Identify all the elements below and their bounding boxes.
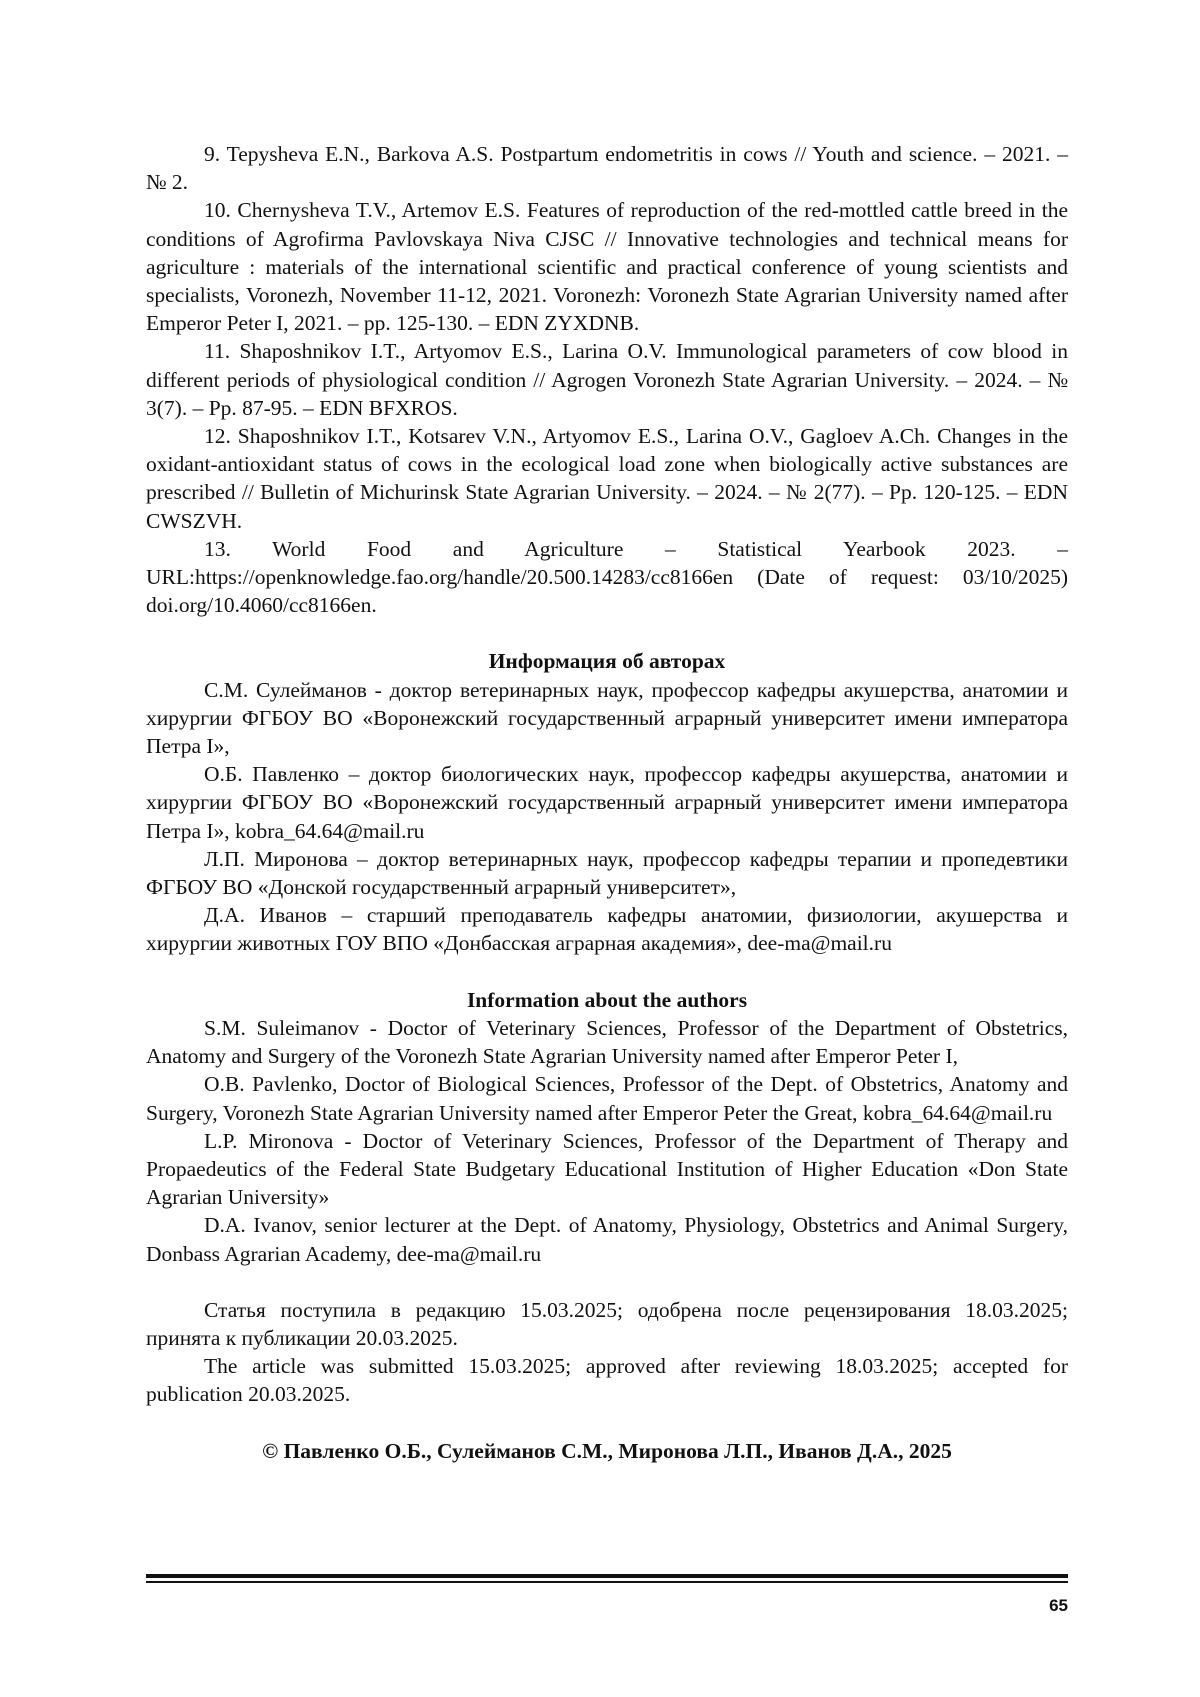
authors-heading-ru: Информация об авторах bbox=[488, 649, 726, 674]
copyright-line: © Павленко О.Б., Сулейманов С.М., Миронова Л.П., Иванов Д.А., 2025 bbox=[262, 1438, 952, 1463]
submission-info bbox=[146, 1296, 1068, 1409]
page-content bbox=[146, 140, 1068, 1465]
authors-heading-en: Information about the authors bbox=[466, 987, 748, 1012]
section-gap bbox=[146, 1409, 1068, 1437]
footer-rule-thick bbox=[146, 1574, 1068, 1578]
submission-dates-ru: Статья поступила в редакцию 15.03.2025; одобрена после рецензирования 18.03.2025; принята к публикации 20.03.2025. bbox=[146, 1297, 1068, 1350]
authors-info-ru bbox=[146, 647, 1068, 957]
section-gap bbox=[146, 1268, 1068, 1296]
submission-dates-en: The article was submitted 15.03.2025; approved after reviewing 18.03.2025; accepted for publication 20.03.2025. bbox=[146, 1354, 1068, 1407]
author-item-ru: О.Б. Павленко – доктор биологических наук, профессор кафедры акушерства, анатомии и хирургии ФГБОУ ВО «Воронежский государственный аграрный университет имени императора Петра I», kobra_64.64@mail.ru bbox=[146, 762, 1068, 843]
reference-item: 13. World Food and Agriculture – Statistical Yearbook 2023. – URL:https://openknowledge.fao.org/handle/20.500.14283/cc8166en (Date of request: 03/10/2025) doi.org/10.4060/cc8166en. bbox=[146, 536, 1068, 618]
author-item-en: S.M. Suleimanov - Doctor of Veterinary Sciences, Professor of the Department of Obstetrics, Anatomy and Surgery of the Voronezh State Agrarian University named after Emperor Peter I, bbox=[146, 1015, 1068, 1069]
reference-item: 12. Shaposhnikov I.T., Kotsarev V.N., Artyomov E.S., Larina O.V., Gagloev A.Ch. Changes in the oxidant-antioxidant status of cows in the ecological load zone when biologically active substances are prescribed // Bulletin of Michurinsk State Agrarian University. – 2024. – № 2(77). – Pp. 120-125. – EDN CWSZVH. bbox=[146, 424, 1068, 533]
footer-rule-thin bbox=[146, 1581, 1068, 1583]
section-gap bbox=[146, 958, 1068, 986]
references-list bbox=[146, 140, 1068, 619]
page-number: 65 bbox=[1049, 1596, 1068, 1615]
author-item-ru: С.М. Сулейманов - доктор ветеринарных наук, профессор кафедры акушерства, анатомии и хирургии ФГБОУ ВО «Воронежский государственный аграрный университет имени императора Петра I», bbox=[146, 677, 1068, 759]
reference-item: 10. Chernysheva T.V., Artemov E.S. Features of reproduction of the red-mottled cattle breed in the conditions of Agrofirma Pavlovskaya Niva CJSC // Innovative technologies and technical means for agriculture : materials of the international scientific and practical conference of young scientists and specialists, Voronezh, November 11-12, 2021. Voronezh: Voronezh State Agrarian University named after Emperor Peter I, 2021. – pp. 125-130. – EDN ZYXDNB. bbox=[146, 198, 1068, 336]
section-gap bbox=[146, 619, 1068, 647]
author-item-en: O.B. Pavlenko, Doctor of Biological Sciences, Professor of the Dept. of Obstetrics, Anatomy and Surgery, Voronezh State Agrarian University named after Emperor Peter the Great, kobra_64.64@mail.ru bbox=[146, 1072, 1068, 1125]
author-item-en: L.P. Mironova - Doctor of Veterinary Sciences, Professor of the Department of Therapy and Propaedeutics of the Federal State Budgetary Educational Institution of Higher Education «Don State Agrarian University» bbox=[146, 1128, 1068, 1210]
authors-info-en bbox=[146, 986, 1068, 1268]
author-item-ru: Л.П. Миронова – доктор ветеринарных наук, профессор кафедры терапии и пропедевтики ФГБОУ ВО «Донской государственный аграрный университет», bbox=[146, 846, 1068, 900]
author-item-ru: Д.А. Иванов – старший преподаватель кафедры анатомии, физиологии, акушерства и хирургии животных ГОУ ВПО «Донбасская аграрная академия», dee-ma@mail.ru bbox=[146, 903, 1068, 956]
author-item-en: D.A. Ivanov, senior lecturer at the Dept. of Anatomy, Physiology, Obstetrics and Animal Surgery, Donbass Agrarian Academy, dee-ma@mail.ru bbox=[146, 1213, 1068, 1266]
reference-item: 9. Tepysheva E.N., Barkova A.S. Postpartum endometritis in cows // Youth and science. – 2021. – № 2. bbox=[146, 142, 1068, 195]
reference-item: 11. Shaposhnikov I.T., Artyomov E.S., Larina O.V. Immunological parameters of cow blood in different periods of physiological condition // Agrogen Voronezh State Agrarian University. – 2024. – № 3(7). – Pp. 87-95. – EDN BFXROS. bbox=[146, 339, 1068, 420]
